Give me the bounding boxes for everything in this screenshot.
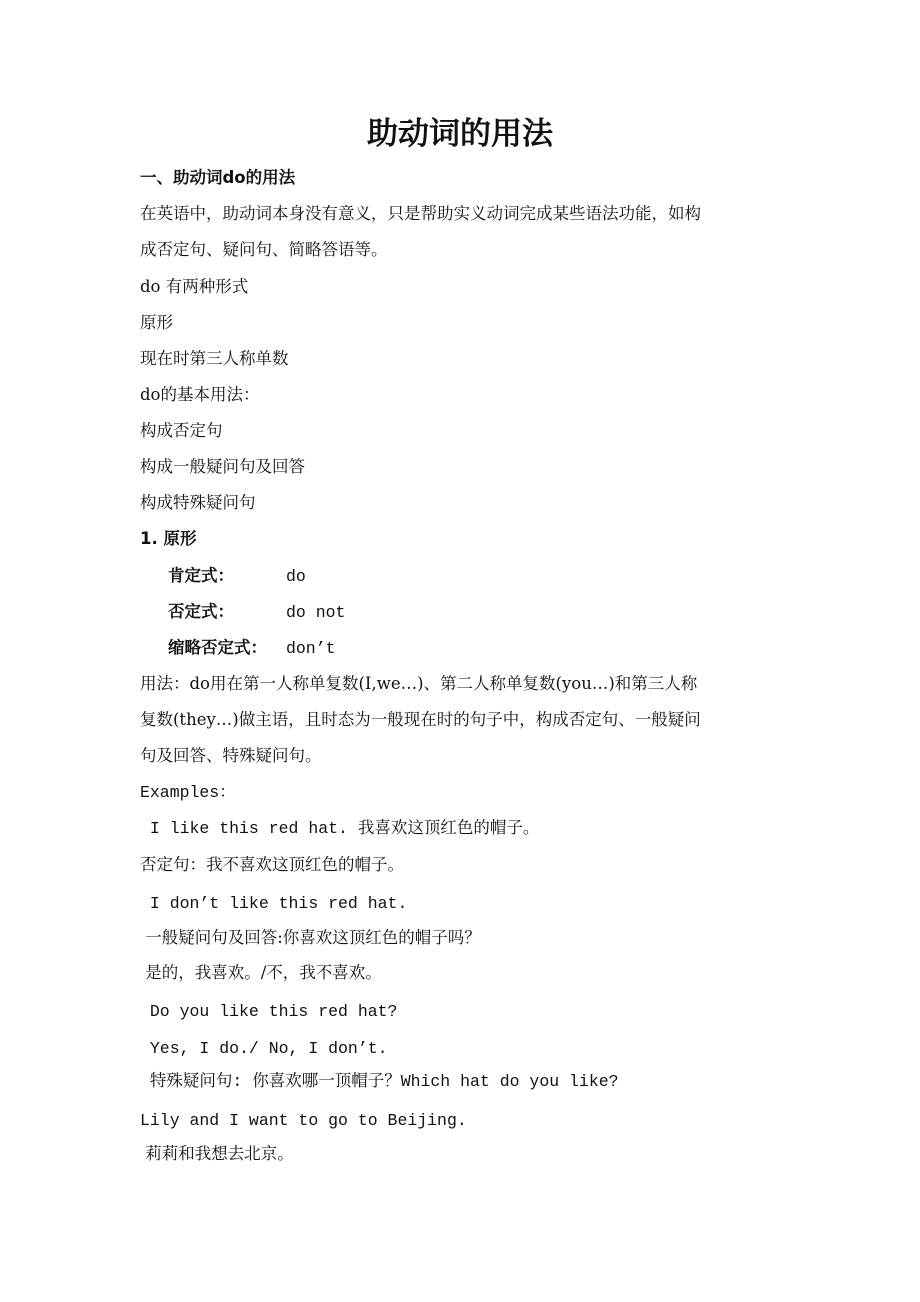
intro-line-1: 在英语中，助动词本身没有意义，只是帮助实义动词完成某些语法功能，如构 [140,204,701,223]
form-label: 缩略否定式： [168,638,267,657]
form-label: 肯定式： [168,566,234,585]
form-value: do not [286,603,346,622]
example-line: 莉莉和我想去北京。 [140,1144,294,1163]
example-line: Do you like this red hat? [140,1002,398,1021]
section-heading-do-usage: 一、助动词do的用法 [140,168,296,187]
example-line: 一般疑问句及回答:你喜欢这顶红色的帽子吗？ [140,928,481,947]
intro-line-2: 成否定句、疑问句、简略答语等。 [140,240,388,259]
basic-usage-heading: do的基本用法： [140,385,260,404]
example-line: I don’t like this red hat. [140,894,408,913]
form-value: don’t [286,639,336,658]
usage-note-line-2: 复数(they…)做主语，且时态为一般现在时的句子中，构成否定句、一般疑问 [140,710,701,729]
form-row-negative [168,601,345,624]
example-line: 特殊疑问句: 你喜欢哪一顶帽子？Which hat do you like? [140,1072,619,1091]
form-row-contracted-negative [168,637,336,660]
example-line: 是的，我喜欢。/不，我不喜欢。 [140,963,382,982]
usage-note-line-1: 用法：do用在第一人称单复数(I,we…)、第二人称单复数(you…)和第三人称 [140,674,698,693]
form-third-person: 现在时第三人称单数 [140,349,289,368]
example-line: I like this red hat. 我喜欢这顶红色的帽子。 [140,819,540,838]
example-line: 否定句：我不喜欢这顶红色的帽子。 [140,855,404,874]
form-base: 原形 [140,313,173,332]
form-value: do [286,567,306,586]
form-row-affirmative [168,565,306,588]
usage-item-general-question: 构成一般疑问句及回答 [140,457,305,476]
example-line: Lily and I want to go to Beijing. [140,1111,467,1130]
forms-heading: do 有两种形式 [140,277,249,296]
form-label: 否定式： [168,602,234,621]
page-title: 助动词的用法 [367,116,553,152]
usage-note-line-3: 句及回答、特殊疑问句。 [140,746,322,765]
usage-item-special-question: 构成特殊疑问句 [140,493,256,512]
subsection-heading-base-form: 1. 原形 [140,529,197,548]
usage-item-negative: 构成否定句 [140,421,223,440]
example-line: Yes, I do./ No, I don’t. [140,1039,388,1058]
examples-heading: Examples： [140,783,236,802]
